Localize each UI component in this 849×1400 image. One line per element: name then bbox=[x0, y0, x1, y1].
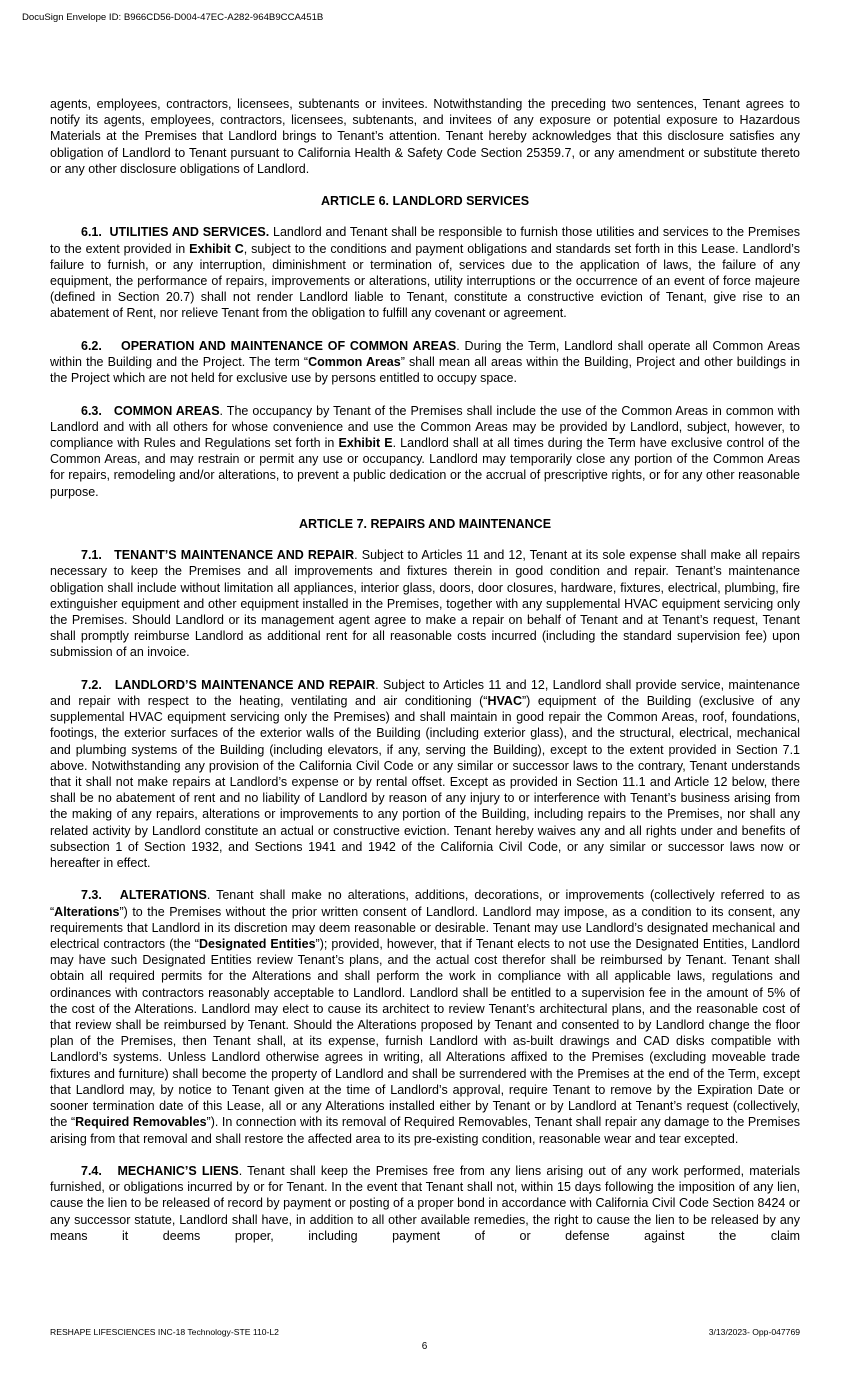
text-segment: ”). In connection with its removal of Required Removables, Tenant shall repair any damage to the Premises arising from that removal and shall restore the affected area to its pre-existing condition, reasonable wear and tear excepted. bbox=[50, 1115, 800, 1146]
footer-date-reference: 3/13/2023- Opp-047769 bbox=[708, 1327, 800, 1337]
bold-term: 6.1. UTILITIES AND SERVICES. bbox=[81, 225, 270, 240]
article-7-heading: ARTICLE 7. REPAIRS AND MAINTENANCE bbox=[298, 517, 552, 532]
text-segment: . Subject to Articles 11 and 12, Tenant at its sole expense shall make all repairs necessary to keep the Premises and all improvements and fixtures therein in good condition and repair. Tenant’s maintenance obligation shall include without limitation all appliances, interior glass, doors, door closures, hardware, fixtures, electrical, plumbing, fire extinguisher equipment and other equipment installed in the Premises, together with any supplemental HVAC equipment servicing only the Premises. Should Landlord or its management agent agree to make a repair on behalf of Tenant and at Tenant’s request, Tenant shall promptly reimburse Landlord as additional rent for all reasonable costs incurred (including the standard supervision fee) upon submission of an invoice. bbox=[50, 548, 801, 660]
text-segment: . Landlord shall at all times during the Term have exclusive control of the Common Areas, and may restrain or permit any use or occupancy. Landlord may temporarily close any portion of the Common Areas for repairs, remodeling and/or alterations, to prevent a public dedication or the accrual of prescriptive rights, or for any other reasonable purpose. bbox=[50, 436, 800, 499]
bold-term: HVAC bbox=[487, 694, 522, 709]
text-segment: agents, employees, contractors, licensees, subtenants or invitees. Notwithstanding the preceding two sentences, Tenant agrees to notify its agents, employees, contractors, licensees, subtenants, and invitees of any exposure or potential exposure to Hazardous Materials at the Premises that Landlord brings to Tenant’s attention. Tenant hereby acknowledges that this disclosure satisfies any obligation of Landlord to Tenant pursuant to California Health & Safety Code Section 25359.7, or any amendment or substitute thereto or any other disclosure obligations of Landlord. bbox=[50, 97, 800, 176]
docusign-envelope-id: DocuSign Envelope ID: B966CD56-D004-47EC-A282-964B9CCA451B bbox=[22, 12, 324, 23]
section-7-1 bbox=[50, 547, 800, 660]
document-body bbox=[50, 96, 800, 1244]
bold-term: 6.2. OPERATION AND MAINTENANCE OF COMMON AREAS bbox=[81, 338, 457, 353]
text-segment: , subject to the conditions and payment obligations and standards set forth in this Lease. Landlord’s failure to furnish, or any interruption, diminishment or termination of, services due to the application of laws, the failure of any equipment, the performance of repairs, improvements or alterations, utility interruptions or the occurrence of an event of force majeure (defined in Section 20.7) shall not render Landlord liable to Tenant, constitute a constructive eviction of Tenant, give rise to an abatement of Rent, nor relieve Tenant from the obligation to fulfill any covenant or agreement. bbox=[50, 241, 800, 321]
bold-term: 7.2. LANDLORD’S MAINTENANCE AND REPAIR bbox=[81, 677, 376, 692]
bold-term: Alterations bbox=[54, 904, 120, 919]
text-segment: ”) to the Premises without the prior written consent of Landlord. Landlord may impose, as a condition to its consent, any requirements that Landlord in its discretion may deem reasonable or desirable. Tenant may use Landlord’s designated mechanical and electrical contractors (the “ bbox=[50, 904, 800, 952]
bold-term: Designated Entities bbox=[198, 937, 316, 952]
section-6-2 bbox=[50, 338, 800, 387]
text-segment: . Tenant shall make no alterations, additions, decorations, or improvements (collectively referred to as “ bbox=[50, 888, 800, 919]
bold-term: 7.3. ALTERATIONS bbox=[81, 888, 207, 903]
footer-document-title: RESHAPE LIFESCIENCES INC-18 Technology-STE 110-L2 bbox=[50, 1327, 279, 1337]
section-7-3 bbox=[50, 887, 800, 1146]
text-segment: . During the Term, Landlord shall operate all Common Areas within the Building and the Project. The term “ bbox=[50, 338, 800, 370]
bold-term: Exhibit C bbox=[189, 241, 244, 256]
article-6-heading: ARTICLE 6. LANDLORD SERVICES bbox=[320, 194, 530, 209]
text-segment: . Tenant shall keep the Premises free from any liens arising out of any work performed, materials furnished, or obligations incurred by or for Tenant. In the event that Tenant shall not, within 15 days following the imposition of any lien, cause the lien to be released of record by payment or posting of a proper bond in accordance with California Civil Code Section 8424 or any successor statute, Landlord shall have, in addition to all other available remedies, the right to cause the lien to be released by any means it deems proper, including payment of or defense against the claim bbox=[50, 1163, 800, 1243]
text-segment: ” shall mean all areas within the Building, Project and other buildings in the Project which are not held for exclusive use by persons entitled to occupy space. bbox=[50, 355, 801, 386]
bold-term: 6.3. COMMON AREAS bbox=[81, 403, 220, 418]
bold-term: Required Removables bbox=[75, 1115, 207, 1130]
bold-term: 7.1. TENANT’S MAINTENANCE AND REPAIR bbox=[81, 548, 355, 563]
bold-term: Exhibit E bbox=[338, 436, 393, 451]
page-number: 6 bbox=[421, 1341, 428, 1352]
text-segment: ”) equipment of the Building (exclusive of any supplemental HVAC equipment servicing only the Premises) and shall maintain in good repair the Common Areas, roof, foundations, footings, the exterior surfaces of the exterior walls of the Building (including exterior glass), and the structural, electrical, mechanical and plumbing systems of the Building (including elevators, if any, serving the Building), except to the extent provided in Section 7.1 above. Notwithstanding any provision of the California Civil Code or any similar or successor laws to the contrary, Tenant understands that it shall not make repairs at Landlord’s expense or by rental offset. Except as provided in Section 11.1 and Article 12 below, there shall be no abatement of rent and no liability of Landlord by reason of any injury to or interference with Tenant’s business arising from the making of any repairs, alterations or improvements to any portion of the Building, including repairs to the Premises, nor shall any related activity by Landlord constitute an actual or constructive eviction. Tenant hereby waives any and all rights under and benefits of subsection 1 of Section 1932, and Sections 1941 and 1942 of the California Civil Code, or any similar or successor laws now or hereafter in effect. bbox=[50, 694, 800, 871]
section-7-4 bbox=[50, 1163, 800, 1244]
text-segment: Landlord and Tenant shall be responsible to furnish those utilities and services to the Premises to the extent provided in bbox=[50, 225, 800, 256]
section-6-1 bbox=[50, 224, 800, 321]
text-segment: . The occupancy by Tenant of the Premises shall include the use of the Common Areas in common with Landlord and with all others for whose convenience and use the Common Areas may be provided by Landlord, subject, however, to compliance with Rules and Regulations set forth in bbox=[50, 403, 800, 451]
section-7-2 bbox=[50, 677, 800, 871]
bold-term: Common Areas bbox=[308, 355, 401, 370]
paragraph-hazardous-materials bbox=[50, 96, 800, 177]
bold-term: 7.4. MECHANIC’S LIENS bbox=[81, 1163, 239, 1178]
text-segment: ”); provided, however, that if Tenant elects to not use the Designated Entities, Landlord may have such Designated Entities review Tenant’s plans, and the actual cost therefor shall be reimbursed by Tenant. Tenant shall obtain all required permits for the Alterations and shall perform the work in compliance with all applicable laws, regulations and ordinances with contractors reasonably acceptable to Landlord. Landlord shall be entitled to a supervision fee in the amount of 5% of the cost of the Alterations. Landlord may elect to cause its architect to review Tenant’s architectural plans, and the reasonable cost of that review shall be reimbursed by Tenant. Should the Alterations proposed by Tenant and consented to by Landlord change the floor plan of the Premises, then Tenant shall, at its expense, furnish Landlord with as-built drawings and CAD disks compatible with Landlord’s systems. Unless Landlord otherwise agrees in writing, all Alterations affixed to the Premises (excluding moveable trade fixtures and furniture) shall become the property of Landlord and shall be surrendered with the Premises at the end of the Term, except that Landlord may, by notice to Tenant given at the time of Landlord’s approval, require Tenant to remove by the Expiration Date or sooner termination date of this Lease, all or any Alterations installed either by Tenant or by Landlord at Tenant’s request (collectively, the “ bbox=[50, 937, 800, 1130]
section-6-3 bbox=[50, 403, 800, 500]
text-segment: . Subject to Articles 11 and 12, Landlord shall provide service, maintenance and repair with respect to the heating, ventilating and air conditioning (“ bbox=[50, 677, 801, 709]
